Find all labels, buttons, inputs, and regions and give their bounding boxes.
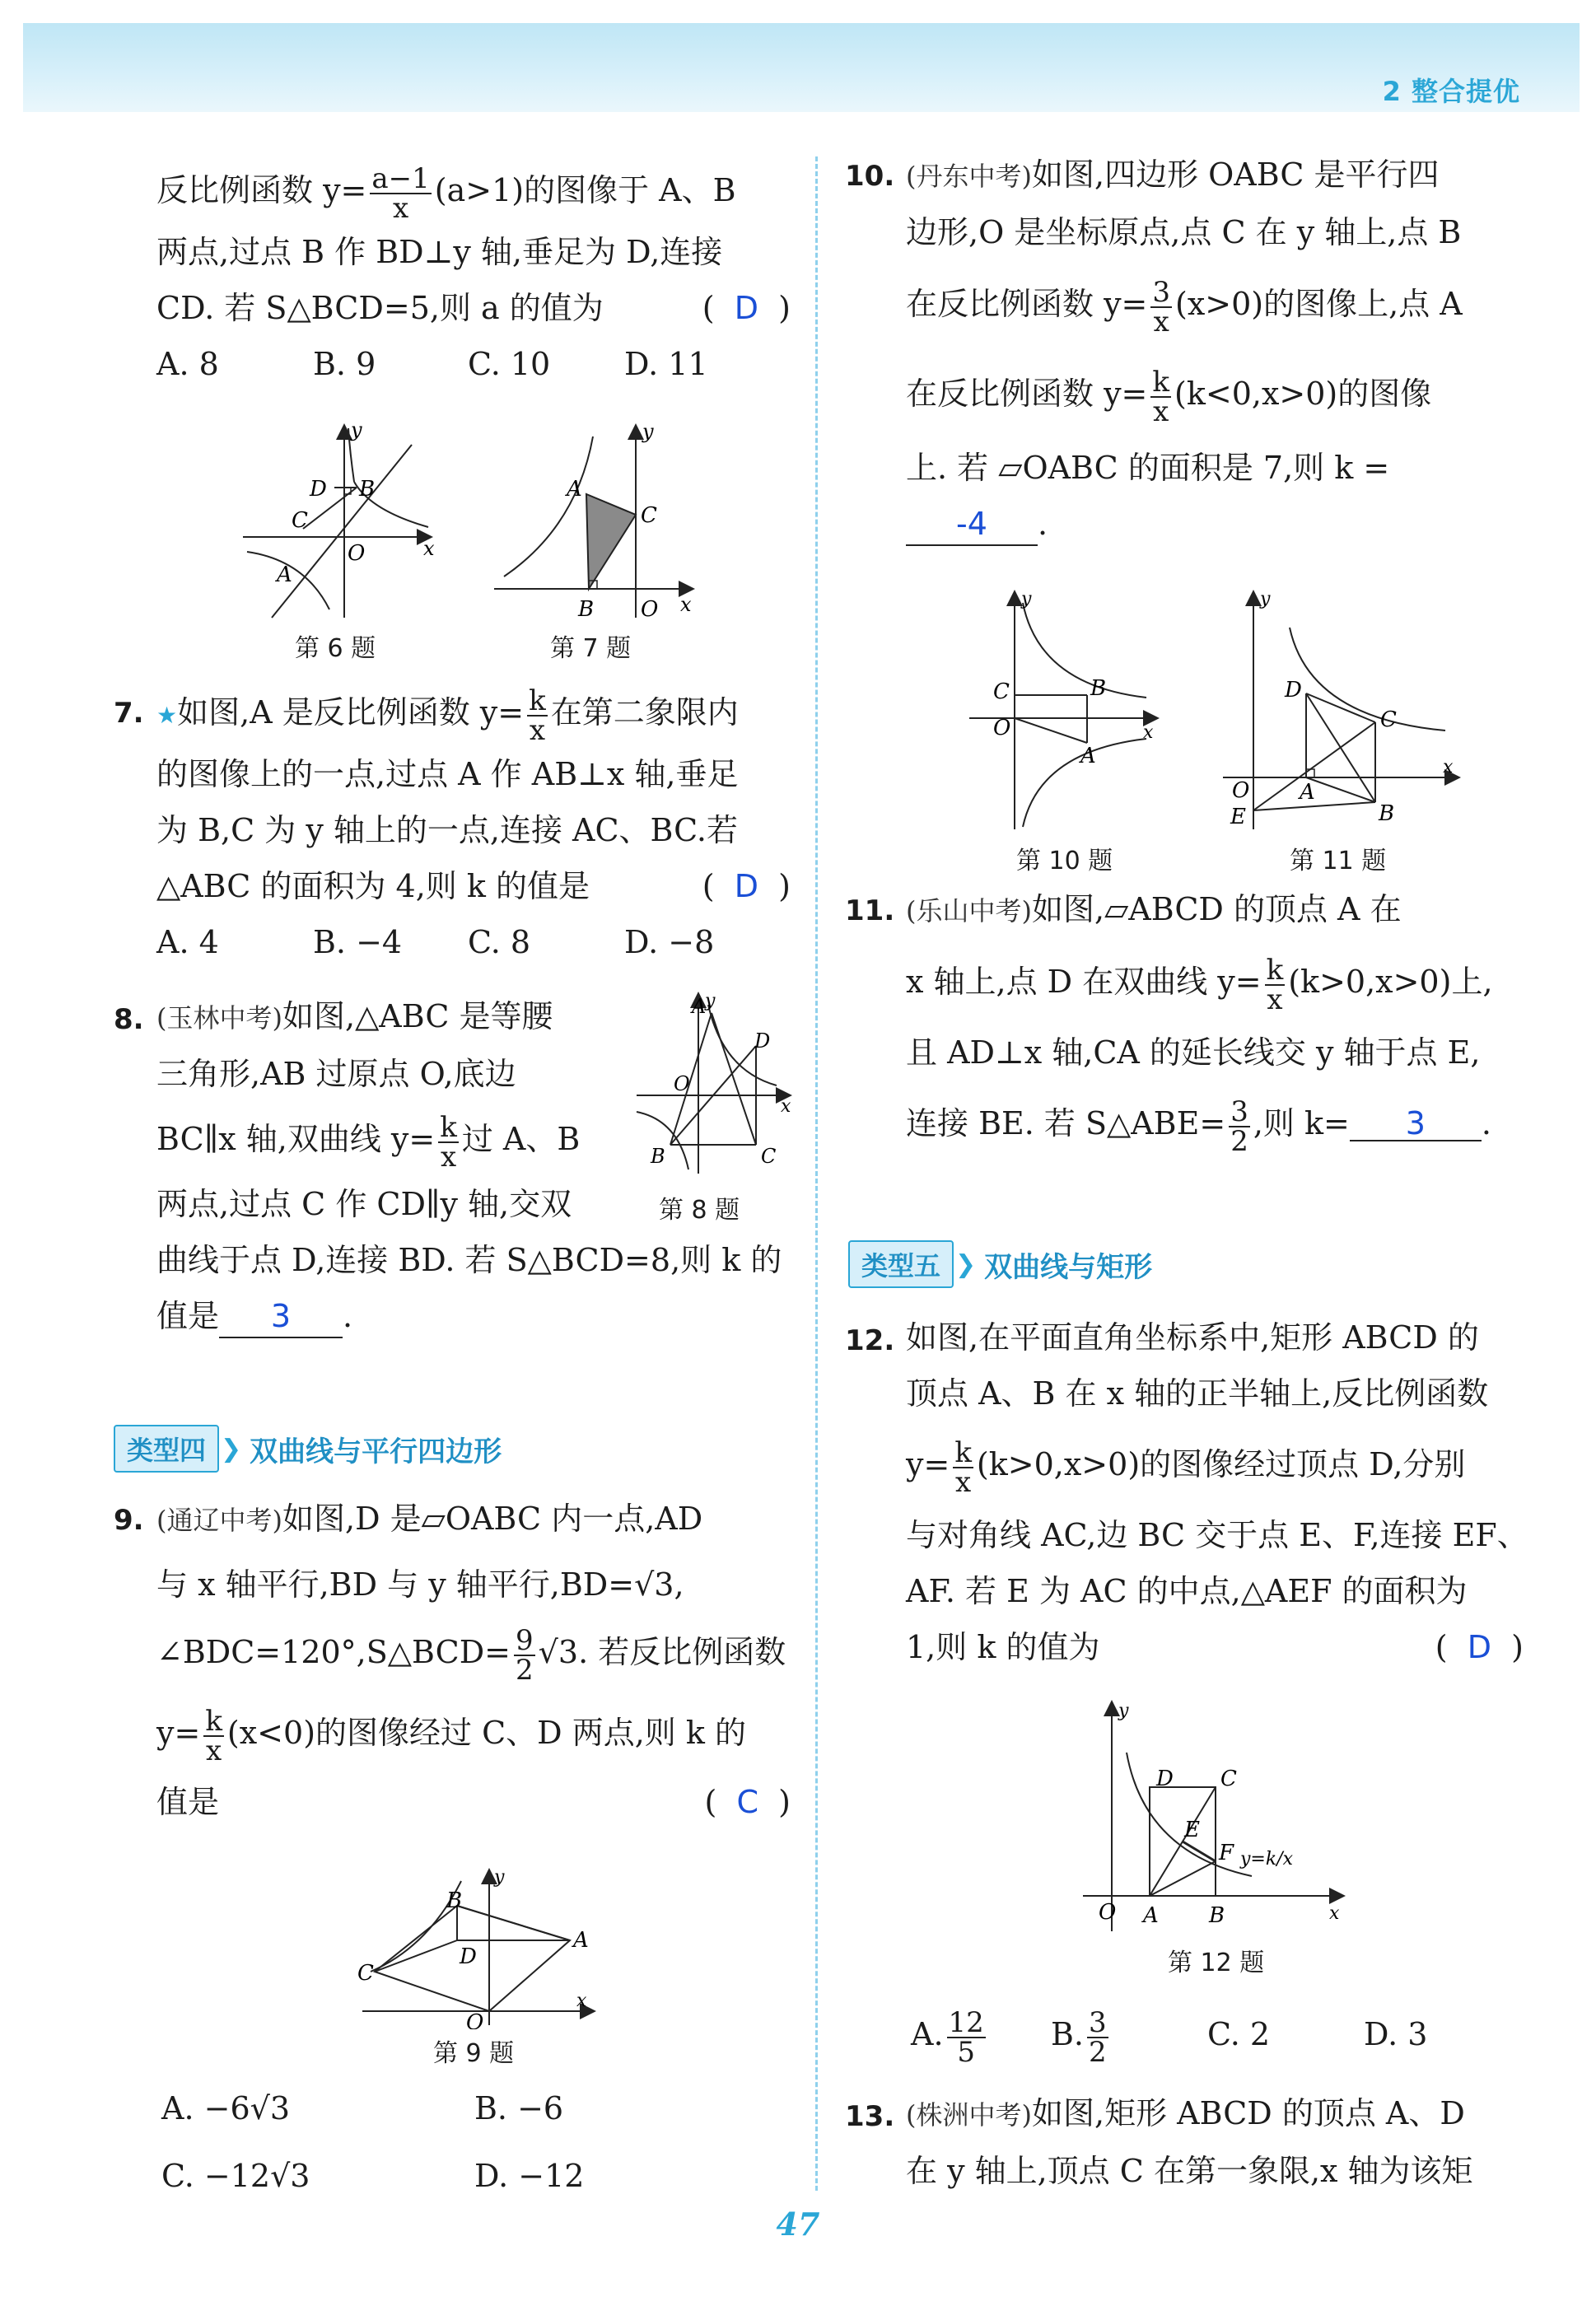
type-5-heading: 类型五 ❯ 双曲线与矩形: [848, 1240, 1152, 1288]
label-D: D: [310, 477, 327, 502]
answer-blank: 3: [219, 1295, 343, 1338]
fraction: $\frac{k}{x}$: [1266, 953, 1284, 1016]
label-O: O: [993, 716, 1011, 740]
question-9: (通辽中考)如图,D 是▱OABC 内一点,AD 与 x 轴平行,BD 与 y 轴平行,BD=√3, ∠BDC=120°,S△BCD= $\frac{9}{2}$ √3. 若反比例函数 y= $\frac{k}{x}$ (x<0)的图像经过 C、D 两点,则 k 的 值是 ( C ): [156, 1491, 791, 1830]
page-number: 47: [776, 2206, 820, 2243]
label-y: y: [1118, 1701, 1129, 1721]
label-y: y: [351, 420, 362, 441]
question-6: 反比例函数 y= $\frac{a-1}{x}$ (a>1)的图像于 A、B 两点,过点 B 作 BD⊥y 轴,垂足为 D,连接 CD. 若 S△BCD=5,则 a 的值为 ( D ) A. 8 B. 9 C. 10 D. 11: [156, 156, 791, 392]
label-A: A: [1080, 744, 1096, 768]
figure-10-caption: 第 10 题: [1016, 847, 1113, 875]
label-A: A: [567, 477, 582, 502]
figure-11-caption: 第 11 题: [1290, 847, 1387, 875]
label-B: B: [578, 597, 595, 622]
label-C: C: [1380, 707, 1397, 732]
figure-6: [239, 420, 445, 626]
question-number: 7.: [114, 697, 144, 730]
figure-6-caption: 第 6 题: [295, 634, 376, 663]
label-x: x: [680, 593, 692, 616]
answer-paren: ( D ): [702, 290, 791, 326]
fraction: $\frac{3}{2}$: [1230, 1095, 1248, 1158]
label-C: C: [641, 503, 657, 528]
answer-blank: -4: [906, 503, 1038, 546]
section-title: 2 整合提优: [1382, 76, 1520, 107]
label-B: B: [1379, 801, 1395, 826]
chevron-right-icon: ❯: [955, 1249, 977, 1279]
label-B: B: [651, 1145, 665, 1168]
label-y: y: [1021, 589, 1032, 609]
choices: A. 4 B. −4 C. 8 D. −8: [156, 924, 715, 960]
label-C: C: [993, 679, 1010, 704]
question-9-choices: A. −6√3 B. −6 C. −12√3 D. −12: [161, 2090, 585, 2194]
answer: D: [1467, 1629, 1492, 1665]
choices: A. 8 B. 9 C. 10 D. 11: [156, 346, 708, 382]
label-C: C: [357, 1961, 374, 1986]
header-band: [23, 23, 1580, 112]
label-C: C: [1220, 1767, 1237, 1791]
label-B: B: [359, 477, 376, 502]
question-11: (乐山中考)如图,▱ABCD 的顶点 A 在 x 轴上,点 D 在双曲线 y= $\frac{k}{x}$ (k>0,x>0)上, 且 AD⊥x 轴,CA 的延长线交 y 轴于点 E, 连接 BE. 若 S△ABE= $\frac{3}{2}$ ,则 k= 3 .: [906, 891, 1493, 1158]
label-E: E: [1184, 1818, 1200, 1842]
label-O: O: [466, 2010, 484, 2029]
question-number: 12.: [845, 1324, 895, 1357]
column-divider: [815, 156, 818, 2191]
question-number: 10.: [845, 160, 895, 193]
label-E: E: [1230, 805, 1246, 829]
label-y: y: [1260, 589, 1271, 609]
figure-8-caption: 第 8 题: [659, 1196, 740, 1225]
label-A: A: [1300, 780, 1315, 805]
figure-12-caption: 第 12 题: [1168, 1949, 1265, 1977]
answer-blank: 3: [1350, 1107, 1482, 1141]
label-D: D: [460, 1944, 477, 1969]
label-x: x: [576, 1991, 587, 2011]
figure-9: [354, 1865, 601, 2029]
label-C: C: [292, 508, 308, 533]
answer-paren: ( D ): [1435, 1629, 1524, 1665]
label-x: x: [1143, 722, 1154, 743]
question-number: 11.: [845, 894, 895, 927]
label-D: D: [1156, 1767, 1174, 1791]
label-F: F: [1219, 1841, 1234, 1865]
type-4-heading: 类型四 ❯ 双曲线与平行四边形: [114, 1425, 502, 1473]
question-number: 13.: [845, 2100, 895, 2133]
left-column: [156, 156, 791, 392]
figure-11: [1219, 586, 1466, 833]
fraction: $\frac{a-1}{x}$: [371, 161, 430, 225]
answer-paren: ( C ): [704, 1784, 791, 1820]
label-D: D: [754, 1029, 771, 1053]
question-12-choices: A. $\frac{12}{5}$ B. $\frac{3}{2}$ C. 2 D. 3: [911, 2005, 1428, 2069]
question-10: (丹东中考)如图,四边形 OABC 是平行四 边形,O 是坐标原点,点 C 在 y 轴上,点 B 在反比例函数 y= $\frac{3}{x}$ (x>0)的图像上,点 A 在反比例函数 y= $\frac{k}{x}$ (k<0,x>0)的图像 上. 若 ▱OABC 的面积是 7,则 k = -4 .: [906, 147, 1524, 552]
label-x: x: [781, 1096, 791, 1117]
fraction: $\frac{9}{2}$: [516, 1623, 534, 1687]
label-B: B: [446, 1888, 463, 1913]
fraction: $\frac{3}{x}$: [1152, 275, 1171, 338]
question-number: 8.: [114, 1003, 144, 1036]
label-B: B: [1090, 676, 1107, 701]
label-y: y: [705, 991, 716, 1011]
label-C: C: [761, 1145, 777, 1168]
fraction: $\frac{3}{2}$: [1089, 2005, 1107, 2069]
fraction: $\frac{k}{x}$: [954, 1435, 972, 1499]
answer: C: [736, 1784, 759, 1820]
label-A: A: [573, 1928, 589, 1953]
answer: D: [734, 868, 759, 904]
figure-7-caption: 第 7 题: [550, 634, 632, 663]
fraction: $\frac{12}{5}$: [948, 2005, 984, 2069]
figure-8: [632, 988, 797, 1178]
label-O: O: [348, 541, 366, 566]
fraction: $\frac{k}{x}$: [440, 1110, 457, 1174]
label-O: O: [641, 597, 659, 622]
figure-12: [1079, 1697, 1351, 1935]
label-x: x: [1443, 757, 1454, 777]
label-x: x: [423, 537, 435, 560]
question-12: 如图,在平面直角坐标系中,矩形 ABCD 的 顶点 A、B 在 x 轴的正半轴上,反比例函数 y= $\frac{k}{x}$ (k>0,x>0)的图像经过顶点 D,分别 与对角线 AC,边 BC 交于点 E、F,连接 EF、 AF. 若 E 为 AC 的中点,△AEF 的面积为 1,则 k 的值为 ( D ): [906, 1309, 1524, 1675]
label-y: y: [494, 1867, 505, 1888]
label-A: A: [1143, 1903, 1159, 1928]
label-y: y: [642, 420, 654, 443]
question-number: 9.: [114, 1504, 144, 1537]
fraction: $\frac{k}{x}$: [205, 1704, 222, 1767]
label-A: A: [692, 995, 707, 1018]
fraction: $\frac{k}{x}$: [1152, 365, 1169, 428]
question-13: (株洲中考)如图,矩形 ABCD 的顶点 A、D 在 y 轴上,顶点 C 在第一象限,x 轴为该矩: [906, 2095, 1473, 2189]
label-A: A: [277, 562, 292, 587]
figure-10: [965, 586, 1163, 833]
answer: D: [734, 290, 759, 326]
question-7: ★如图,A 是反比例函数 y= $\frac{k}{x}$ 在第二象限内 的图像上的一点,过点 A 作 AB⊥x 轴,垂足 为 B,C 为 y 轴上的一点,连接 AC、BC.若 △ABC 的面积为 4,则 k 的值是 ( D ) A. 4 B. −4 C. 8 D. −8: [156, 685, 791, 970]
star-icon: ★: [156, 702, 178, 729]
label-x: x: [1329, 1903, 1340, 1924]
label-O: O: [674, 1072, 690, 1095]
question-8: (玉林中考)如图,△ABC 是等腰 三角形,AB 过原点 O,底边 BC∥x 轴,双曲线 y= $\frac{k}{x}$ 过 A、B 两点,过点 C 作 CD∥y 轴,交双 曲线于点 D,连接 BD. 若 S△BCD=8,则 k 的 值是 3 .: [156, 988, 791, 1344]
label-O: O: [1232, 778, 1250, 803]
label-D: D: [1285, 678, 1302, 703]
label-O: O: [1099, 1900, 1117, 1925]
answer-paren: ( D ): [702, 868, 791, 904]
fraction: $\frac{k}{x}$: [529, 684, 546, 747]
figure-9-caption: 第 9 题: [433, 2039, 515, 2068]
chevron-right-icon: ❯: [221, 1434, 242, 1463]
curve-label: y=k/x: [1240, 1849, 1294, 1870]
label-B: B: [1209, 1903, 1225, 1928]
figure-7: [486, 420, 700, 626]
